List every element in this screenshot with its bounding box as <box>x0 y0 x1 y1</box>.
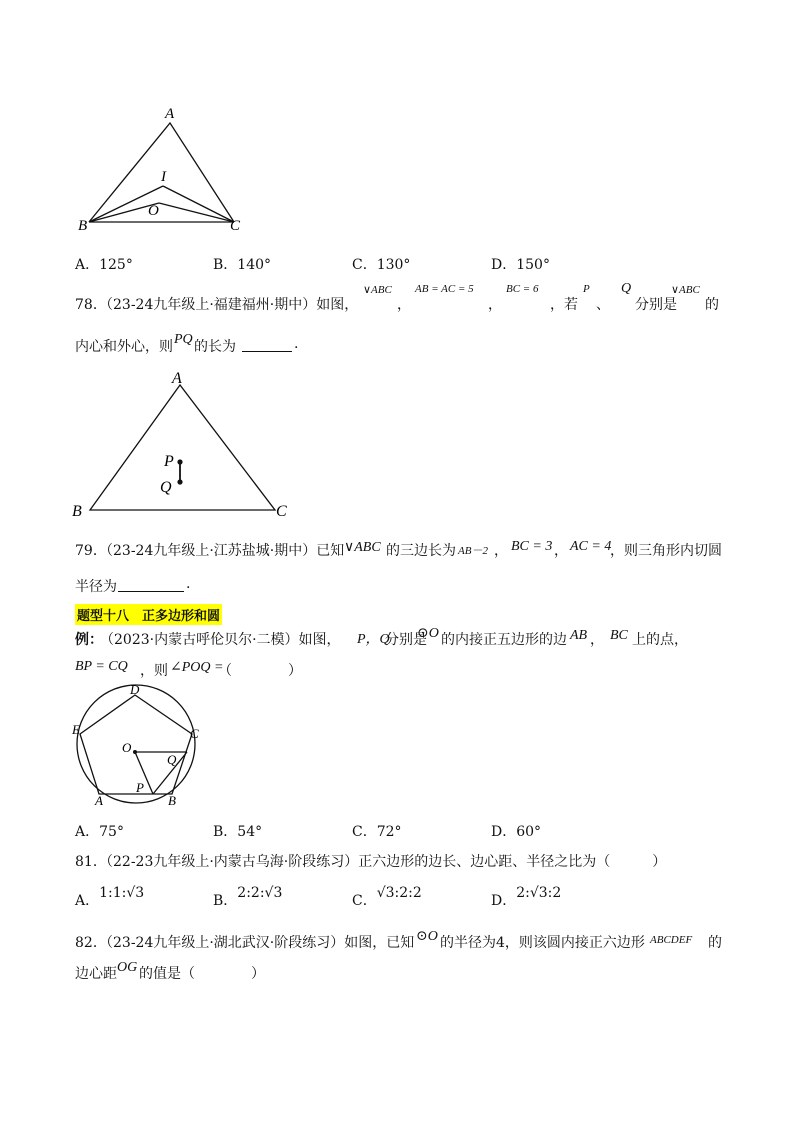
label-c: C <box>230 218 241 234</box>
q78-p: P <box>583 283 590 295</box>
q79-text2: ，则三角形内切圆 <box>610 543 722 559</box>
option-value: 75° <box>99 824 124 840</box>
figure-triangle-pq <box>70 365 300 525</box>
q78-ab-ac: AB = AC = 5 <box>415 283 474 295</box>
q82-og: OG <box>117 960 138 975</box>
label-b: B <box>72 503 82 520</box>
option-value: √3:2:2 <box>376 885 422 901</box>
q82-text2: 的 <box>708 935 722 951</box>
option-letter: D． <box>491 893 517 909</box>
label-o: O <box>122 740 132 755</box>
example-circle-o: ⊙O <box>417 626 439 641</box>
q81-option-d[interactable] <box>491 882 562 909</box>
example-text1: 分别是 <box>385 632 427 648</box>
q77-option-b[interactable]: B．140° <box>213 257 272 273</box>
q79-period: . <box>186 576 191 592</box>
q79-comma: ， <box>494 543 508 559</box>
section-heading: 题型十八 正多边形和圆 <box>75 604 222 625</box>
q78-q: Q <box>621 281 632 296</box>
example-text3: 上的点， <box>632 632 688 648</box>
point-p <box>177 459 182 464</box>
example-answer-paren[interactable]: （ ） <box>218 663 302 679</box>
label-c: C <box>276 503 287 520</box>
q81-option-a[interactable] <box>75 882 145 909</box>
q78-line2b: 的长为 <box>194 339 236 355</box>
label-q: Q <box>167 752 177 767</box>
q78-dun: 、 <box>596 297 610 313</box>
q78-bc: BC = 6 <box>506 283 539 295</box>
figure-triangle-incenter <box>80 100 260 235</box>
q79-triangle-abc: ∨ABC <box>344 540 381 555</box>
example-bc: BC <box>610 628 628 643</box>
label-d: D <box>130 682 140 697</box>
q78-comma: ， <box>397 297 411 313</box>
q79-comma: ， <box>554 543 568 559</box>
example-option-c[interactable] <box>352 821 402 841</box>
point-o <box>133 750 137 754</box>
segment-oc <box>159 203 234 222</box>
label-a: A <box>172 370 182 387</box>
q77-option-c[interactable]: C．130° <box>352 257 411 273</box>
option-letter: A． <box>75 893 100 909</box>
triangle-abc-outline <box>90 385 275 510</box>
q78-comma: ， <box>488 297 502 313</box>
label-i: I <box>161 169 166 185</box>
q78-ruo: ，若 <box>550 297 578 313</box>
option-value: 2:√3:2 <box>516 885 562 901</box>
option-letter: B． <box>213 893 238 909</box>
q78-triangle-abc: ∨ABC <box>363 284 392 296</box>
label-b: B <box>168 793 176 808</box>
option-letter: D． <box>491 824 517 840</box>
q82-hexagon: ABCDEF <box>650 934 693 946</box>
example-comma: ， <box>590 632 604 648</box>
q81-text: （22-23九年级上·内蒙古乌海·阶段练习）正六边形的边长、边心距、半径之比为（ ） <box>99 854 667 870</box>
example-option-d[interactable] <box>491 821 541 841</box>
option-letter: B． <box>213 824 238 840</box>
example-option-a[interactable] <box>75 821 124 841</box>
q82-circle-o: ⊙O <box>416 929 438 944</box>
option-value: 1:1:√3 <box>99 885 145 901</box>
q78-triangle-abc-2: ∨ABC <box>671 284 700 296</box>
example-angle-poq: ∠POQ = <box>170 660 224 675</box>
q78-answer-blank[interactable] <box>242 350 292 352</box>
label-q: Q <box>160 479 172 496</box>
q81-number: 81． <box>75 854 107 870</box>
label-c: C <box>190 726 199 741</box>
q81-option-b[interactable] <box>213 882 283 909</box>
q77-option-d[interactable]: D．150° <box>491 257 550 273</box>
q78-period: . <box>294 336 299 352</box>
label-a: A <box>165 106 175 122</box>
example-pq: P，Q <box>357 632 390 647</box>
label-o: O <box>148 203 159 219</box>
option-value: 72° <box>376 824 402 840</box>
q79-ac: AC = 4 <box>570 539 612 554</box>
option-letter: C． <box>352 824 377 840</box>
q78-line2: 内心和外心，则 <box>75 339 173 355</box>
q78-source: （23-24九年级上·福建福州·期中）如图， <box>99 297 359 313</box>
q77-option-a[interactable]: A．125° <box>75 257 133 273</box>
example-label: 例： <box>75 632 103 648</box>
option-value: 2:2:√3 <box>237 885 283 901</box>
segment-ic <box>163 186 234 222</box>
option-value: 54° <box>237 824 263 840</box>
q82-number: 82． <box>75 935 107 951</box>
q79-answer-blank[interactable] <box>118 590 184 592</box>
label-p: P <box>164 453 174 470</box>
q82-source: （23-24九年级上·湖北武汉·阶段练习）如图，已知 <box>99 935 415 951</box>
label-p: P <box>136 780 144 795</box>
example-source: （2023·内蒙古呼伦贝尔·二模）如图， <box>100 632 341 648</box>
label-a: A <box>95 793 103 808</box>
q82-line2a: 边心距 <box>75 966 117 982</box>
q78-fenbieshi: 分别是 <box>635 297 677 313</box>
example-bp-cq: BP = CQ <box>75 659 128 674</box>
point-q <box>177 479 182 484</box>
q82-text1: 的半径为4，则该圆内接正六边形 <box>440 935 645 951</box>
q79-number: 79． <box>75 543 107 559</box>
option-letter: C． <box>352 893 377 909</box>
example-ab: AB <box>570 628 588 643</box>
example-text4: ，则 <box>140 663 168 679</box>
label-e: E <box>72 722 80 737</box>
example-option-b[interactable] <box>213 821 262 841</box>
q78-pq: PQ <box>174 332 193 347</box>
q79-bc: BC = 3 <box>511 539 553 554</box>
q79-text1: 的三边长为 <box>386 543 456 559</box>
option-letter: A． <box>75 824 100 840</box>
q78-de: 的 <box>705 297 719 313</box>
figure-pentagon-circle <box>68 680 208 810</box>
label-b: B <box>78 218 88 234</box>
q79-source: （23-24九年级上·江苏盐城·期中）已知 <box>99 543 345 559</box>
example-text2: 的内接正五边形的边 <box>441 632 567 648</box>
q79-ab: AB－2 <box>458 545 488 557</box>
option-value: 60° <box>516 824 542 840</box>
q82-line2b: 的值是（ ） <box>139 966 265 982</box>
q79-line2: 半径为 <box>75 579 117 595</box>
q81-option-c[interactable] <box>352 882 422 909</box>
q78-number: 78． <box>75 297 107 313</box>
